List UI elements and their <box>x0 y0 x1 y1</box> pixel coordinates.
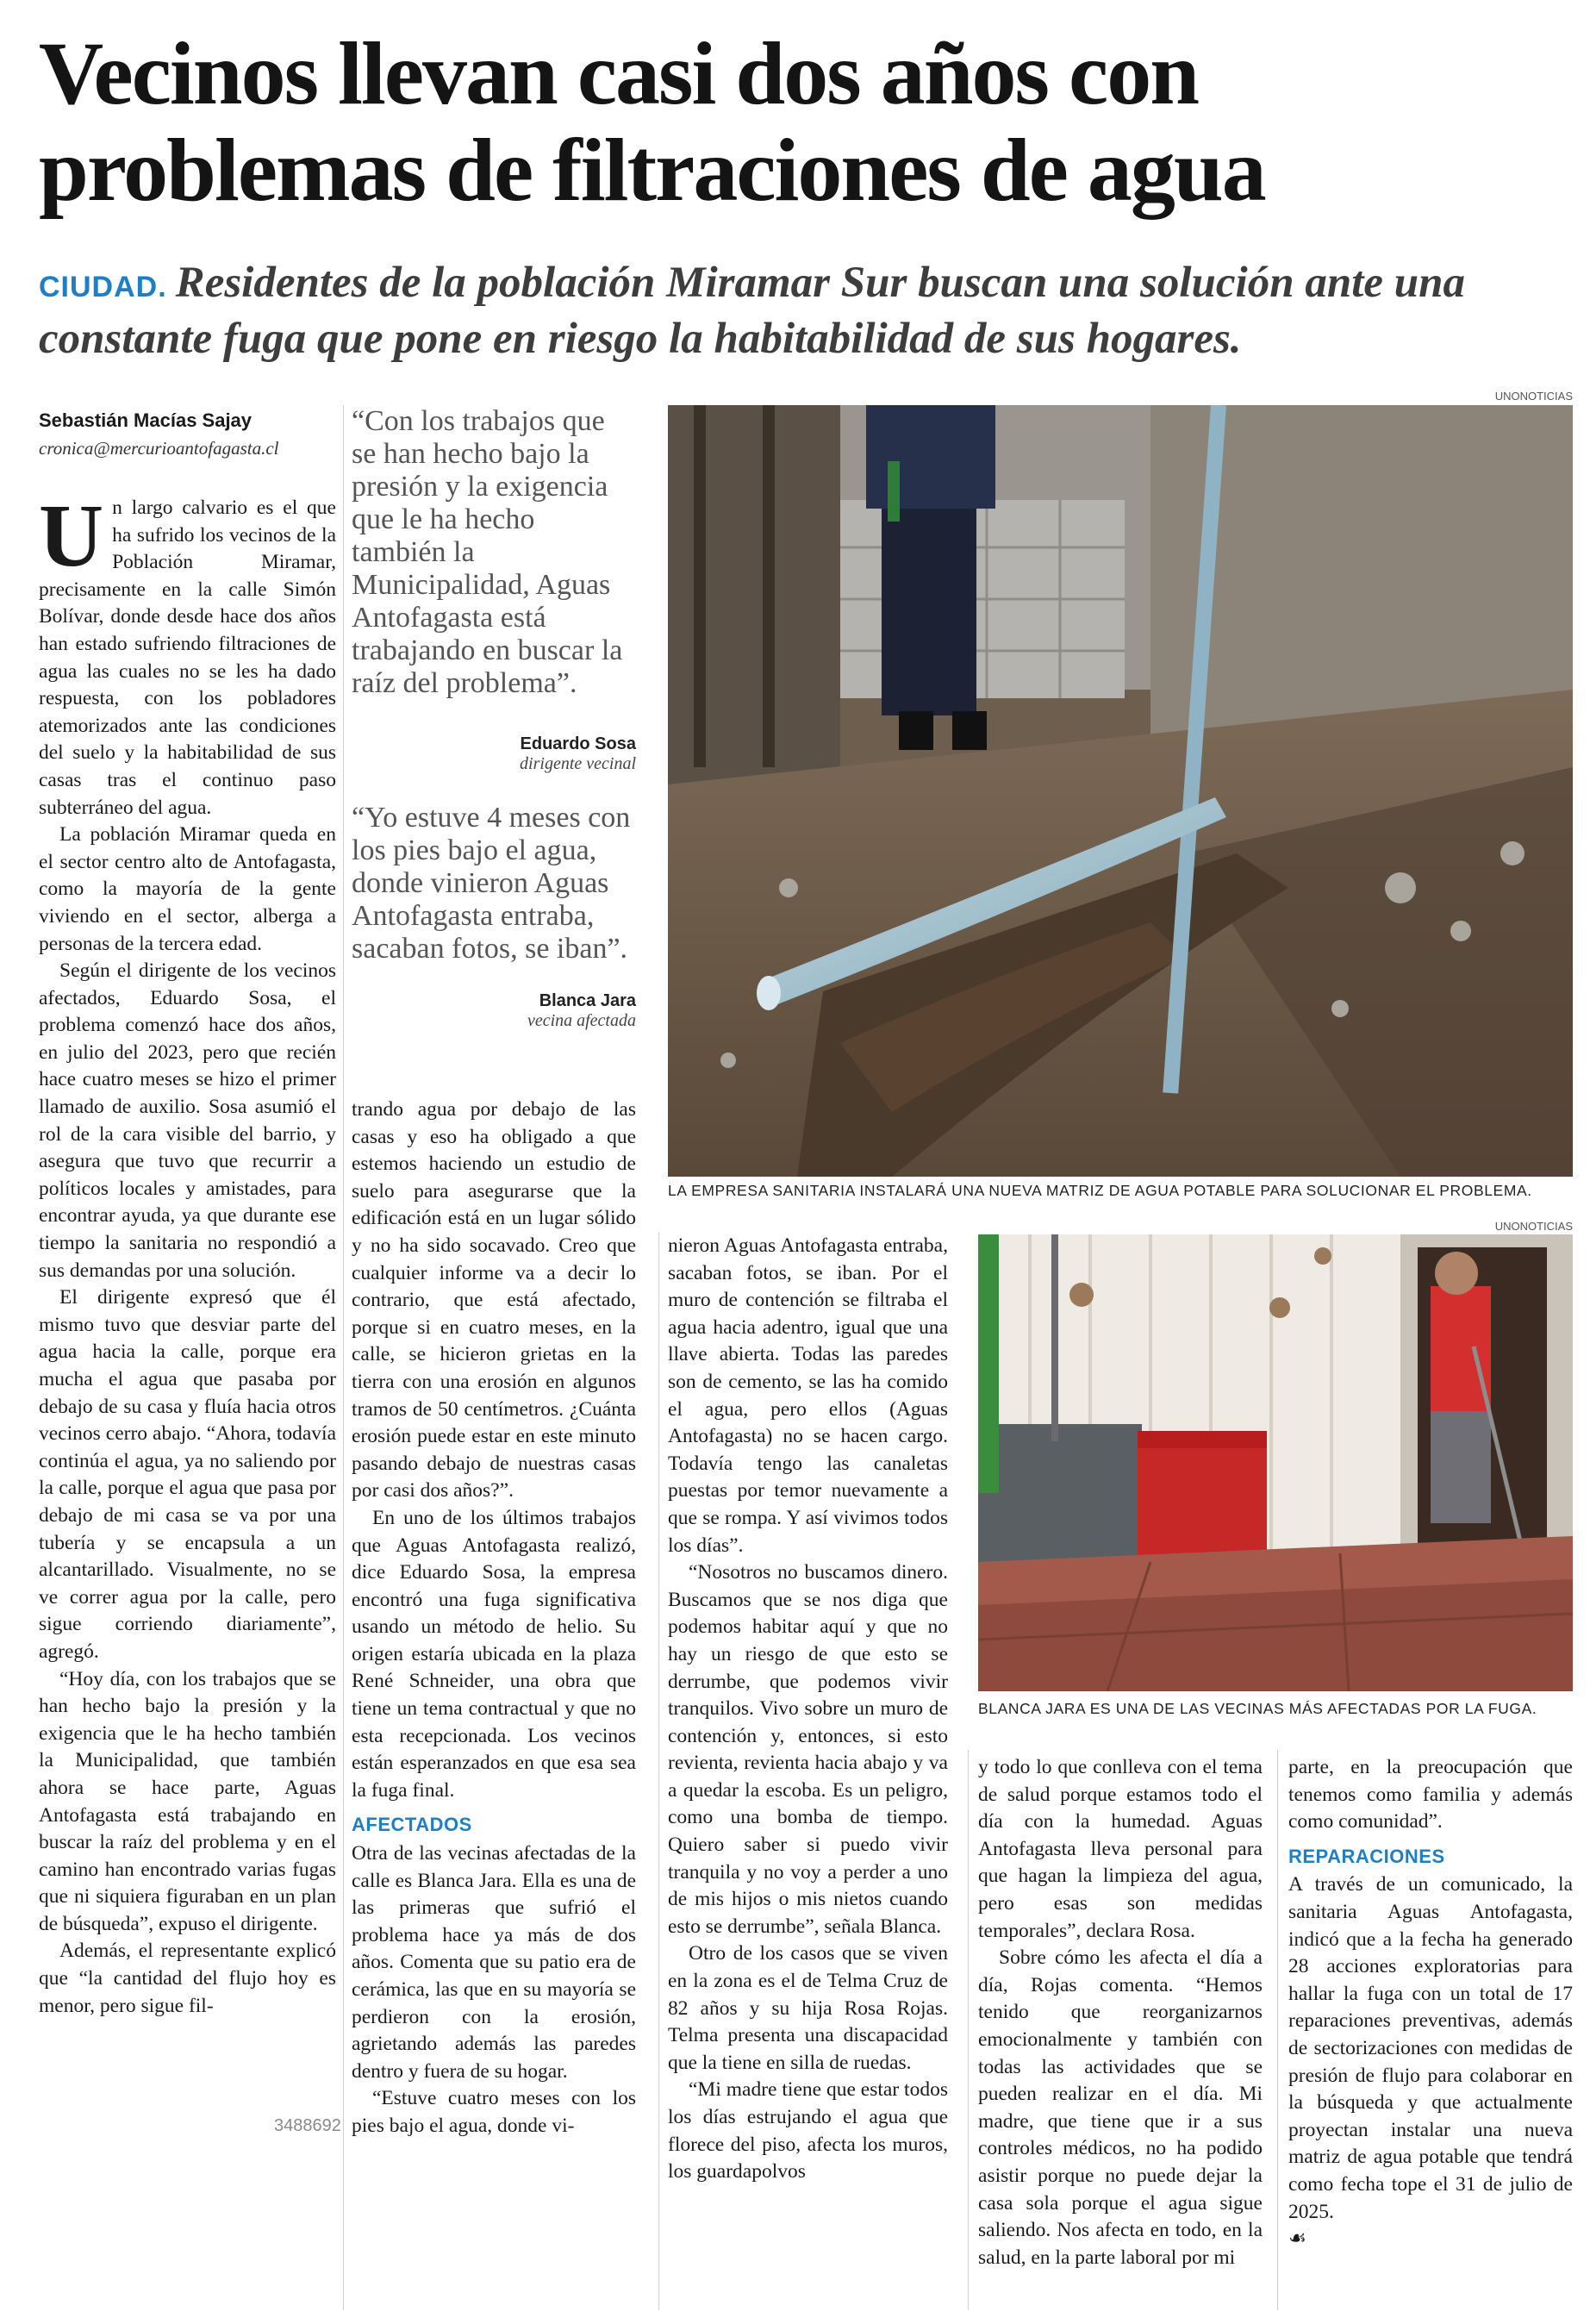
paragraph: parte, en la preocupación que tenemos como familia y además como comunidad”. <box>1288 1756 1573 1834</box>
end-mark: ☙ <box>1288 2227 1307 2251</box>
headline: Vecinos llevan casi dos años con problemas de filtraciones de agua <box>39 24 1265 220</box>
article-column-1 <box>39 495 336 2314</box>
watermark: 3488692 <box>274 2116 341 2135</box>
pull-quote-1 <box>352 405 636 774</box>
pull-quote-text: “Yo estuve 4 meses con los pies bajo el agua, donde vinieron Aguas Antofagasta entraba, sacaban fotos, se iban”. <box>352 802 631 965</box>
paragraph: Otra de las vecinas afectadas de la calle es Blanca Jara. Ella es una de las primeras que sufrió el problema hace ya más de dos años. Comenta que su patio era de cerámica, las que en su mayoría se perdieron con la erosión, agrietando además las paredes dentro y fuera de su hogar. <box>352 1842 636 2083</box>
paragraph: “Hoy día, con los trabajos que se han hecho bajo la presión y la exigencia que le ha hecho también la Municipalidad, que también ahora se hace parte, Aguas Antofagasta está trabajando en buscar la raíz del problema y en el camino han encontrado varias fugas que ni siquiera figuraban en un plan de búsqueda”, expuso el dirigente. <box>39 1667 336 1935</box>
deck-text: Residentes de la población Miramar Sur buscan una solución ante una constante fuga que pone en riesgo la habitabilidad de sus hogares. <box>39 259 1465 363</box>
woman-doorway-image <box>978 1234 1573 1691</box>
photo-caption: LA EMPRESA SANITARIA INSTALARÁ UNA NUEVA MATRIZ DE AGUA POTABLE PARA SOLUCIONAR EL PROBLEMA. <box>668 1182 1532 1199</box>
pull-quote-name: Blanca Jara <box>539 991 636 1010</box>
byline-author: Sebastián Macías Sajay <box>39 409 253 431</box>
pull-quote-name: Eduardo Sosa <box>520 734 636 753</box>
article-column-4 <box>978 1754 1263 2315</box>
column-rule <box>658 1233 659 2310</box>
photo-caption: BLANCA JARA ES UNA DE LAS VECINAS MÁS AFECTADAS POR LA FUGA. <box>978 1700 1537 1717</box>
article-column-5 <box>1288 1754 1573 2315</box>
paragraph: “Mi madre tiene que estar todos los días estrujando el agua que florece del piso, afecta los muros, los guardapolvos <box>668 2078 948 2183</box>
pull-quote-2 <box>352 802 636 1031</box>
subhead-reparaciones: REPARACIONES <box>1288 1845 1445 1867</box>
pull-quote-text: “Con los trabajos que se han hecho bajo la presión y la exigencia que le ha hecho también la Municipalidad, Aguas Antofagasta está trabajando en buscar la raíz del problema”. <box>352 405 623 699</box>
deck <box>39 257 1556 365</box>
section-tag: CIUDAD. <box>39 271 167 303</box>
column-rule <box>1277 1750 1278 2310</box>
article-column-3 <box>668 1233 948 2315</box>
drop-cap: U <box>39 495 104 585</box>
paragraph: La población Miramar queda en el sector centro alto de Antofagasta, como la mayoría de la gente viviendo en el sector, alberga a personas de la tercera edad. <box>39 823 336 955</box>
pipe-trench-image <box>668 405 1573 1177</box>
paragraph: A través de un comunicado, la sanitaria Aguas Antofagasta, indicó que a la fecha ha generado 28 acciones exploratorias para hallar la fuga con un total de 17 reparaciones preventivas, además de sectorizaciones con medidas de presión de flujo para colaborar en la búsqueda y que actualmente proyectan instalar una nueva matriz de agua potable que tendrá como fecha tope el 31 de julio de 2025. <box>1288 1873 1573 2223</box>
paragraph: Otro de los casos que se viven en la zona es el de Telma Cruz de 82 años y su hija Rosa Rojas. Telma presenta una discapacidad que la tiene en silla de ruedas. <box>668 1942 948 2074</box>
pull-quote-role: vecina afectada <box>527 1011 636 1030</box>
subhead-afectados: AFECTADOS <box>352 1814 472 1836</box>
column-rule <box>968 1750 969 2310</box>
paragraph: Un largo calvario es el que ha sufrido los vecinos de la Población Miramar, precisamente en la calle Simón Bolívar, donde desde hace dos años han estado sufriendo filtraciones de agua las cuales no se les ha dado respuesta, con los pobladores atemorizados ante las condiciones del suelo y la habitabilidad de sus casas tras el continuo paso subterráneo del agua. <box>39 495 336 819</box>
photo-blanca-jara <box>978 1234 1573 1691</box>
byline-email: cronica@mercurioantofagasta.cl <box>39 438 279 459</box>
paragraph: El dirigente expresó que él mismo tuvo que desviar parte del agua hacia la calle, porque era mucha el agua que pasaba por debajo de su casa y fluía hacia otros vecinos cerro abajo. “Ahora, todavía continúa el agua, ya no saliendo por la calle, porque el agua que pasa por debajo de mi casa se va por una tubería y se encapsula a un alcantarillado. Visualmente, no se ve correr agua por la calle, pero sigue corriendo diariamente”, agregó. <box>39 1286 336 1663</box>
photo-credit: UNONOTICIAS <box>1494 390 1573 403</box>
paragraph: Sobre cómo les afecta el día a día, Rojas comenta. “Hemos tenido que reorganizarnos emocionalmente y también con todas las actividades que se pueden realizar en el día. Mi madre, que tiene que ir a sus controles médicos, no ha podido asistir porque no puede dejar la casa sola porque el agua sigue saliendo. Nos afecta en todo, en la salud, en la parte laboral por mi <box>978 1946 1263 2269</box>
paragraph: Además, el representante explicó que “la cantidad del flujo hoy es menor, pero sigue fil- <box>39 1940 336 2017</box>
paragraph: trando agua por debajo de las casas y eso ha obligado a que estemos haciendo un estudio de suelo para asegurarse que la edificación está en un lugar sólido y no ha sido socavado. Creo que cualquier informe va a decir lo contrario, que está afectado, porque si en cuatro meses, en la calle, se hicieron grietas en la tierra con una erosión en algunos tramos de 50 centímetros. ¿Cuánta erosión puede estar en este minuto pasando debajo de nuestras casas por casi dos años?”. <box>352 1098 636 1502</box>
paragraph: “Nosotros no buscamos dinero. Buscamos que se nos diga que podemos habitar aquí y que no hay un riesgo de que esto se derrumbe, que podemos vivir tranquilos. Vivo sobre un muro de contención y, entonces, si esto revienta, revienta hacia abajo y va a quedar la escoba. Es un peligro, como una bomba de tiempo. Quiero saber si puedo vivir tranquila y no voy a perder a uno de mis hijos o mis nietos cuando esto se derrumbe”, señala Blanca. <box>668 1561 948 1938</box>
paragraph: Según el dirigente de los vecinos afectados, Eduardo Sosa, el problema comenzó hace dos años, en julio del 2023, pero que recién hace cuatro meses se hizo el primer llamado de auxilio. Sosa asumió el rol de la cara visible del barrio, y asegura que tuvo que recurrir a políticos locales y amistades, para encontrar ayuda, ya que durante ese tiempo la sanitaria no respondió a sus demandas por una solución. <box>39 959 336 1282</box>
paragraph: En uno de los últimos trabajos que Aguas Antofagasta realizó, dice Eduardo Sosa, la empresa encontró una fuga significativa usando un método de helio. Su origen estaría ubicada en la plaza René Schneider, una obra que tiene un tema contractual y que no esta recepcionada. Los vecinos están esperanzados en que esa sea la fuga final. <box>352 1506 636 1802</box>
paragraph: “Estuve cuatro meses con los pies bajo el agua, donde vi- <box>352 2087 636 2137</box>
photo-water-pipe <box>668 405 1573 1177</box>
column-rule <box>343 405 344 2310</box>
photo-credit: UNONOTICIAS <box>1494 1220 1573 1233</box>
paragraph: nieron Aguas Antofagasta entraba, sacaban fotos, se iban. Por el muro de contención se filtraba el agua hacia adentro, igual que una llave abierta. Todas las paredes son de cemento, se las ha comido el agua, pero ellos (Aguas Antofagasta) no se hacen cargo. Todavía tengo las canaletas puestas por temor nuevamente a que se rompa. Y así vivimos todos los días”. <box>668 1234 948 1557</box>
paragraph: y todo lo que conlleva con el tema de salud porque estamos todo el día con la humedad. Aguas Antofagasta lleva personal para que hagan la limpieza del agua, pero esas son medidas temporales”, declara Rosa. <box>978 1756 1263 1942</box>
article-column-2 <box>352 1096 636 2314</box>
pull-quote-role: dirigente vecinal <box>520 754 636 773</box>
